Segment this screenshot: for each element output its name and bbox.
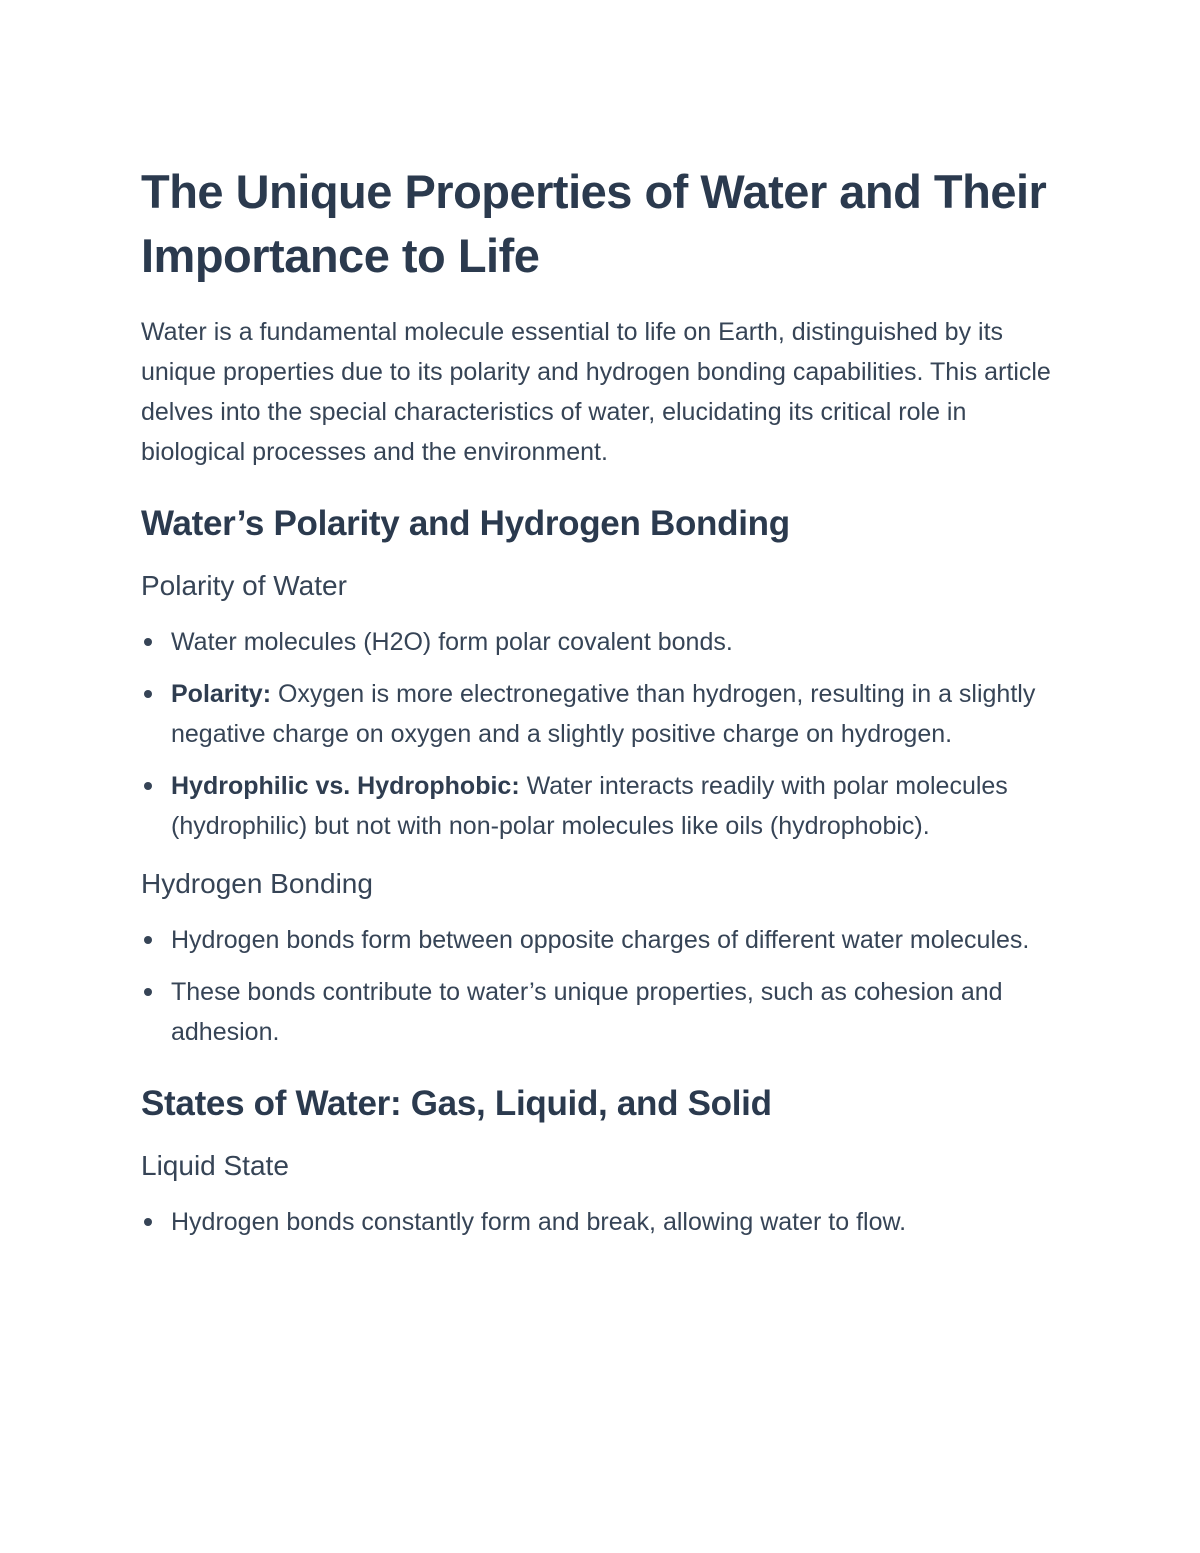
section-heading-polarity-bonding: Water’s Polarity and Hydrogen Bonding	[141, 504, 790, 543]
list-item	[141, 1202, 1061, 1242]
bullet-icon	[144, 690, 152, 698]
list-item-text: Oxygen is more electronegative than hydrogen, resulting in a slightly negative charge on oxygen and a slightly positive charge on hydrogen.	[171, 680, 1036, 748]
subheading-liquid-state: Liquid State	[141, 1150, 289, 1181]
bullet-icon	[144, 638, 152, 646]
list-item-text: Water molecules (H2O) form polar covalent bonds.	[171, 628, 733, 656]
page-title: The Unique Properties of Water and Their Importance to Life	[141, 165, 1047, 282]
intro-paragraph: Water is a fundamental molecule essential to life on Earth, distinguished by its unique properties due to its polarity and hydrogen bonding capabilities. This article delves into the special characteristics of water, elucidating its critical role in biological processes and the environment.	[141, 318, 1051, 466]
bullet-icon	[144, 936, 152, 944]
list-item	[141, 622, 1061, 662]
section-heading-states-of-water: States of Water: Gas, Liquid, and Solid	[141, 1084, 772, 1123]
liquid-state-list	[141, 1202, 1061, 1242]
bullet-icon	[144, 782, 152, 790]
list-item	[141, 972, 1061, 1052]
polarity-list	[141, 622, 1061, 846]
list-item	[141, 674, 1061, 754]
list-item-text: Water interacts readily with polar molecules (hydrophilic) but not with non-polar molecules like oils (hydrophobic).	[171, 772, 1008, 840]
list-item-label: Polarity:	[171, 680, 272, 708]
subheading-polarity-of-water: Polarity of Water	[141, 570, 347, 601]
bullet-icon	[144, 1218, 152, 1226]
bullet-icon	[144, 988, 152, 996]
list-item	[141, 766, 1061, 846]
list-item	[141, 920, 1061, 960]
hydrogen-bonding-list	[141, 920, 1061, 1052]
list-item-text: These bonds contribute to water’s unique properties, such as cohesion and adhesion.	[171, 978, 1003, 1046]
list-item-label: Hydrophilic vs. Hydrophobic:	[171, 772, 520, 800]
document-page	[141, 160, 1061, 1254]
list-item-text: Hydrogen bonds constantly form and break, allowing water to flow.	[171, 1208, 907, 1236]
list-item-text: Hydrogen bonds form between opposite charges of different water molecules.	[171, 926, 1030, 954]
subheading-hydrogen-bonding: Hydrogen Bonding	[141, 868, 373, 899]
